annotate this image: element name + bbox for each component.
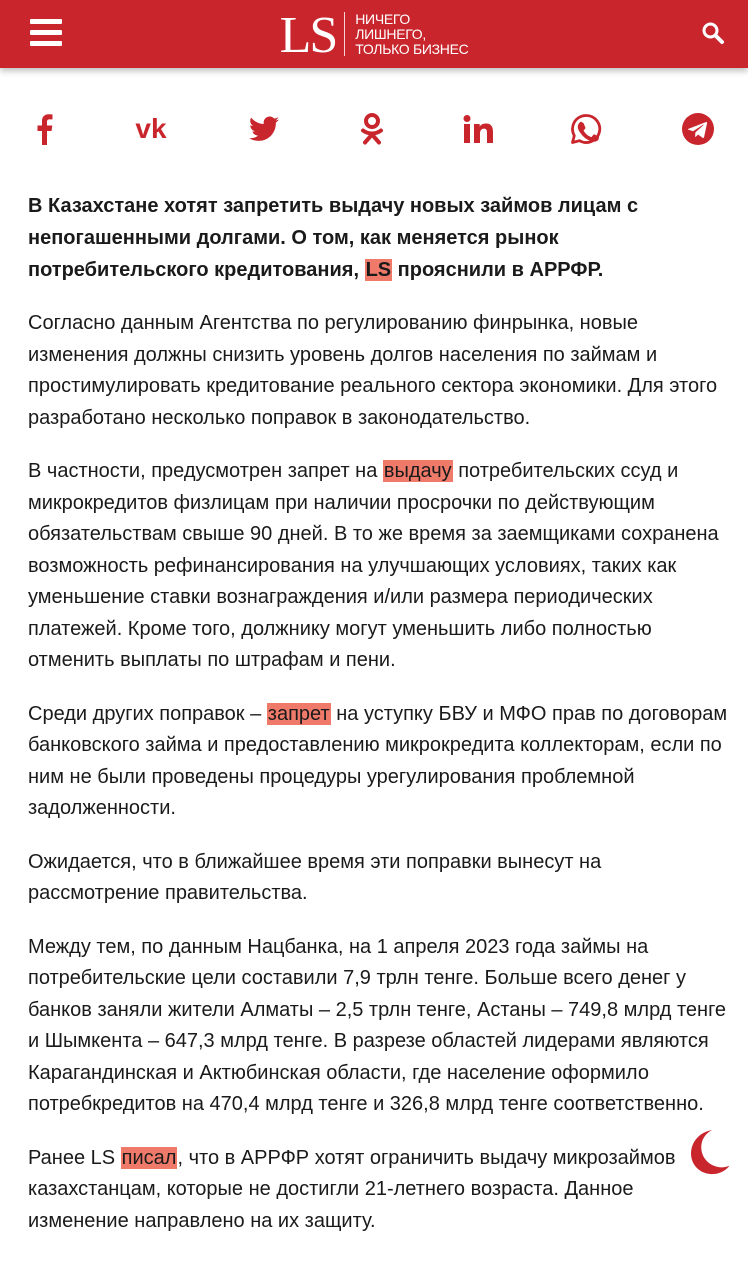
site-logo[interactable] bbox=[280, 0, 469, 68]
paragraph-5: Между тем, по данным Нацбанка, на 1 апреля 2023 года займы на потребительские цели составили 7,9 трлн тенге. Больше всего денег у банков заняли жители Алматы – 2,5 трлн тенге, Астаны – 749,8 млрд тенге и Шымкента – 647,3 млрд тенге. В разрезе областей лидерами являются Карагандинская и Актюбинская области, где население оформило потребкредитов на 470,4 млрд тенге и 326,8 млрд тенге соответственно. bbox=[28, 935, 727, 1115]
tagline-line-2: ЛИШНЕГО, bbox=[355, 25, 426, 42]
lead-text-end: прояснили в АРРФР. bbox=[392, 259, 604, 281]
paragraph-6-end: , что в АРРФР хотят ограничить выдачу микрозаймов казахстанцам, которые не достигли 21-летнего возраста. Данное изменение направлено на их защиту. bbox=[28, 1146, 676, 1232]
paragraph-3 bbox=[28, 699, 728, 825]
tagline-line-1: НИЧЕГО bbox=[355, 10, 410, 27]
logo-tagline bbox=[355, 12, 468, 57]
telegram-icon[interactable] bbox=[673, 104, 723, 154]
odnoklassniki-icon[interactable] bbox=[347, 104, 397, 154]
lead-text-start: В Казахстане хотят запретить выдачу новых займов лицам с непогашенными долгами. О том, как меняется рынок потребительского кредитования, bbox=[28, 195, 639, 281]
paragraph-4: Ожидается, что в ближайшее время эти поправки вынесут на рассмотрение правительства. bbox=[28, 850, 602, 904]
linkedin-icon[interactable] bbox=[453, 104, 503, 154]
lead-link-ls[interactable]: LS bbox=[365, 259, 392, 281]
paragraph-2-end: потребительских ссуд и микрокредитов физлицам при наличии просрочки по действующим обязательствам свыше 90 дней. В то же время за заемщиками сохранена возможность рефинансирования на улучшающих условиях, таких как уменьшение ставки вознаграждения и/или размера периодических платежей. Кроме того, должнику могут уменьшить либо полностью отменить выплаты по штрафам и пени. bbox=[28, 460, 719, 671]
night-mode-moon-icon[interactable] bbox=[686, 1128, 730, 1176]
paragraph-2-start: В частности, предусмотрен запрет на bbox=[28, 460, 383, 482]
vk-label: vk bbox=[135, 117, 167, 141]
article-body bbox=[28, 190, 728, 1259]
paragraph-3-end: на уступку БВУ и МФО прав по договорам банковского займа и предоставлению микрокредита коллекторам, если по ним не были проведены процедуры урегулирования проблемной задолженности. bbox=[28, 702, 728, 819]
logo-divider bbox=[344, 12, 345, 56]
paragraph-6-start: Ранее LS bbox=[28, 1146, 121, 1169]
menu-icon[interactable] bbox=[30, 19, 62, 47]
link-zapret[interactable]: запрет bbox=[267, 702, 330, 725]
site-header bbox=[0, 0, 748, 68]
whatsapp-icon[interactable] bbox=[561, 104, 611, 154]
paragraph-1: Согласно данным Агентства по регулированию финрынка, новые изменения должны снизить уровень долгов населения по займам и простимулировать кредитование реального сектора экономики. Для этого разработано несколько поправок в законодательство. bbox=[28, 312, 718, 429]
twitter-icon[interactable] bbox=[239, 104, 289, 154]
facebook-icon[interactable] bbox=[19, 104, 69, 154]
paragraph-2 bbox=[28, 456, 728, 677]
article-lead bbox=[28, 190, 728, 286]
share-bar bbox=[0, 104, 748, 154]
paragraph-3-start: Среди других поправок – bbox=[28, 702, 267, 725]
vk-icon[interactable] bbox=[126, 104, 176, 154]
link-vydachu[interactable]: выдачу bbox=[383, 460, 452, 482]
tagline-line-3: ТОЛЬКО БИЗНЕС bbox=[355, 40, 469, 57]
search-icon[interactable] bbox=[700, 20, 726, 46]
logo-mark: LS bbox=[279, 7, 337, 64]
paragraph-6 bbox=[28, 1143, 728, 1238]
link-pisal[interactable]: писал bbox=[121, 1146, 177, 1169]
